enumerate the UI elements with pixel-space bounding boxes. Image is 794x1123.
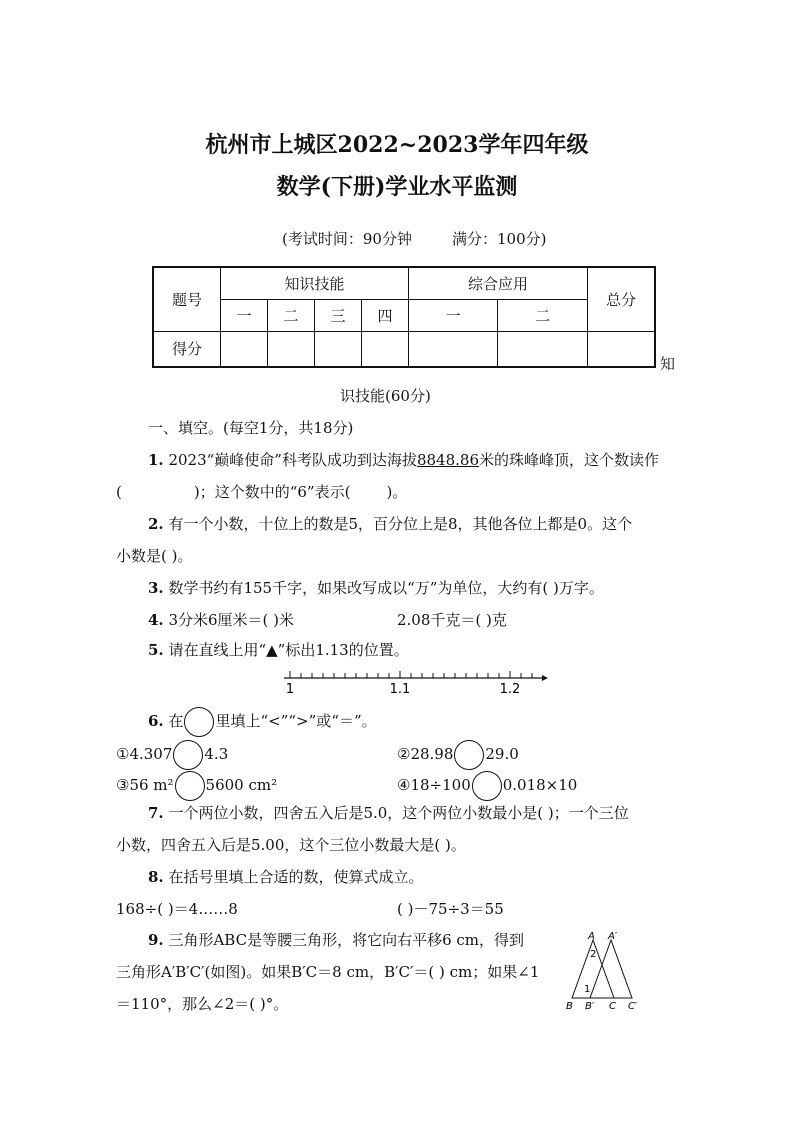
score-cell[interactable] [408, 331, 497, 367]
compare-circle-icon [184, 707, 214, 737]
question-8: 8. 在括号里填上合适的数，使算式成立。 [148, 868, 424, 886]
question-1-line-1: 1. 2023“巅峰使命”科考队成功到达海拔8848.86米的珠峰峰顶，这个数读作 [148, 451, 660, 469]
question-4: 4. 3分米6厘米＝( )米 [148, 611, 295, 629]
table-header-total: 总分 [588, 267, 656, 331]
question-number: 5. [148, 641, 164, 659]
score-cell[interactable] [267, 331, 314, 367]
answer-circle[interactable] [454, 740, 484, 770]
number-line[interactable] [280, 666, 550, 698]
figure-label: B′ [585, 1001, 595, 1012]
question-8-part-b: ( )－75÷3＝55 [397, 900, 504, 918]
answer-circle[interactable] [472, 771, 502, 801]
score-cell[interactable] [221, 331, 268, 367]
question-7-line-1: 7. 一个两位小数，四舍五入后是5.0，这个两位小数最小是( )；一个三位 [148, 804, 629, 822]
question-number: 8. [148, 868, 164, 886]
answer-circle[interactable] [175, 771, 205, 801]
score-cell[interactable] [314, 331, 361, 367]
table-col: 二 [498, 299, 588, 331]
figure-label: 2 [590, 949, 597, 960]
numberline-label: 1.1 [389, 682, 411, 697]
question-8-part-a: 168÷( )＝4……8 [116, 900, 238, 918]
compare-item-4: ④18÷100 0.018×10 [397, 771, 577, 801]
question-9-line-2: 三角形A′B′C′(如图)。如果B′C＝8 cm，B′C′＝( ) cm；如果∠1 [116, 963, 540, 981]
fill-blank-title: 一、填空。(每空1分，共18分) [148, 419, 354, 437]
score-table [152, 266, 656, 368]
table-col: 四 [361, 299, 408, 331]
table-group-application: 综合应用 [408, 267, 587, 299]
numberline-label: 1 [285, 682, 295, 697]
title-line-1: 杭州市上城区2022~2023学年四年级 [205, 132, 589, 158]
numberline-label: 1.2 [499, 682, 521, 697]
table-col: 三 [314, 299, 361, 331]
figure-label: A [588, 931, 595, 942]
question-9-line-1: 9. 三角形ABC是等腰三角形，将它向右平移6 cm，得到 [148, 931, 525, 949]
score-cell[interactable] [588, 331, 656, 367]
question-7-line-2: 小数，四舍五入后是5.00，这个三位小数最大是( )。 [116, 836, 466, 854]
section-heading-part2: 识技能(60分) [340, 387, 431, 405]
section-heading-part1: 知 [660, 355, 676, 373]
figure-label: B [566, 1001, 573, 1012]
figure-label: C [609, 1001, 616, 1012]
question-3: 3. 数学书约有155千字，如果改写成以“万”为单位，大约有( )万字。 [148, 579, 604, 597]
question-2-line-2: 小数是( )。 [116, 547, 193, 565]
question-6: 6. 在 里填上“<”“>”或“＝”。 [148, 707, 377, 737]
compare-item-2: ②28.98 29.0 [397, 740, 519, 770]
question-number: 7. [148, 804, 164, 822]
full-score: 满分：100分) [452, 230, 547, 248]
answer-circle[interactable] [173, 740, 203, 770]
figure-label: A′ [608, 931, 618, 942]
question-number: 3. [148, 579, 164, 597]
table-col: 一 [408, 299, 497, 331]
table-col: 一 [221, 299, 268, 331]
compare-item-1: ①4.307 4.3 [116, 740, 228, 770]
altitude-value: 8848.86 [416, 451, 479, 469]
table-col: 二 [267, 299, 314, 331]
question-number: 1. [148, 451, 164, 469]
question-4-part-b: 2.08千克＝( )克 [397, 611, 507, 629]
question-number: 2. [148, 515, 164, 533]
table-header-question: 题号 [153, 267, 221, 331]
exam-time: (考试时间：90分钟 [282, 230, 412, 248]
figure-label: C′ [628, 1001, 638, 1012]
question-5: 5. 请在直线上用“▲”标出1.13的位置。 [148, 641, 409, 659]
question-2-line-1: 2. 有一个小数，十位上的数是5，百分位上是8，其他各位上都是0。这个 [148, 515, 633, 533]
translated-triangles-figure [560, 926, 650, 1014]
score-cell[interactable] [361, 331, 408, 367]
arrow-icon [542, 675, 548, 681]
score-cell[interactable] [498, 331, 588, 367]
compare-item-3: ③56 m² 5600 cm² [116, 771, 277, 801]
question-number: 6. [148, 712, 164, 730]
title-line-2: 数学(下册)学业水平监测 [276, 174, 518, 200]
question-number: 4. [148, 611, 164, 629]
table-group-knowledge: 知识技能 [221, 267, 409, 299]
question-9-line-3: ＝110°，那么∠2＝( )°。 [116, 995, 289, 1013]
question-1-line-2: ( )；这个数中的“6”表示( )。 [116, 483, 408, 501]
table-header-score: 得分 [153, 331, 221, 367]
question-number: 9. [148, 931, 164, 949]
figure-label: 1 [584, 984, 591, 995]
